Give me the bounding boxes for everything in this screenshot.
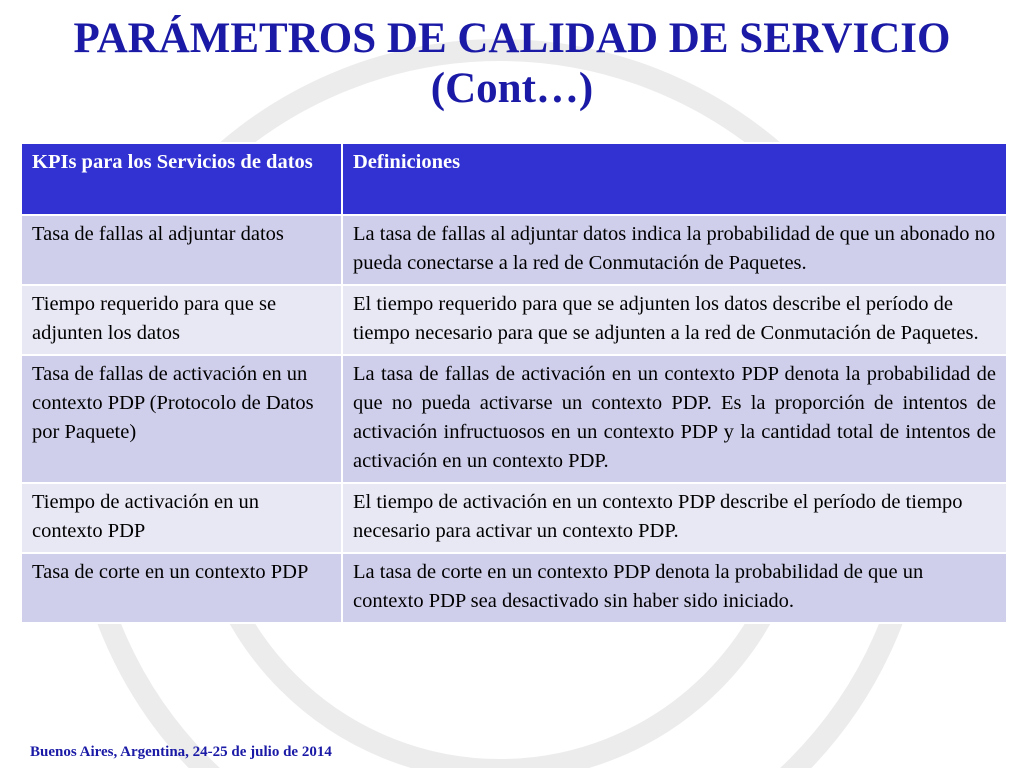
kpi-table xyxy=(20,142,1008,624)
table-row xyxy=(21,553,1007,623)
kpi-cell: Tasa de corte en un contexto PDP xyxy=(21,553,342,623)
kpi-cell: Tiempo requerido para que se adjunten los datos xyxy=(21,285,342,355)
kpi-cell: Tasa de fallas de activación en un contexto PDP (Protocolo de Datos por Paquete) xyxy=(21,355,342,483)
table-row xyxy=(21,285,1007,355)
table-row xyxy=(21,483,1007,553)
definition-cell: La tasa de fallas al adjuntar datos indica la probabilidad de que un abonado no pueda conectarse a la red de Conmutación de Paquetes. xyxy=(342,215,1007,285)
table-row xyxy=(21,355,1007,483)
table-header-row xyxy=(21,143,1007,215)
definition-cell: La tasa de corte en un contexto PDP denota la probabilidad de que un contexto PDP sea desactivado sin haber sido iniciado. xyxy=(342,553,1007,623)
definition-cell: El tiempo de activación en un contexto PDP describe el período de tiempo necesario para activar un contexto PDP. xyxy=(342,483,1007,553)
kpi-cell: Tasa de fallas al adjuntar datos xyxy=(21,215,342,285)
slide-footer: Buenos Aires, Argentina, 24-25 de julio de 2014 xyxy=(30,744,332,760)
header-definitions: Definiciones xyxy=(342,143,1007,215)
slide-title-line-1: PARÁMETROS DE CALIDAD DE SERVICIO xyxy=(73,15,951,62)
definition-cell: La tasa de fallas de activación en un contexto PDP denota la probabilidad de que no pueda activarse un contexto PDP. Es la proporción de intentos de activación infructuosos en un contexto PDP y la cantidad total de intentos de activación en un contexto PDP. xyxy=(342,355,1007,483)
header-kpi: KPIs para los Servicios de datos xyxy=(21,143,342,215)
kpi-cell: Tiempo de activación en un contexto PDP xyxy=(21,483,342,553)
definition-cell: El tiempo requerido para que se adjunten los datos describe el período de tiempo necesario para que se adjunten a la red de Conmutación de Paquetes. xyxy=(342,285,1007,355)
slide-title xyxy=(0,14,1024,114)
table-row xyxy=(21,215,1007,285)
slide-title-line-2: (Cont…) xyxy=(430,65,594,112)
